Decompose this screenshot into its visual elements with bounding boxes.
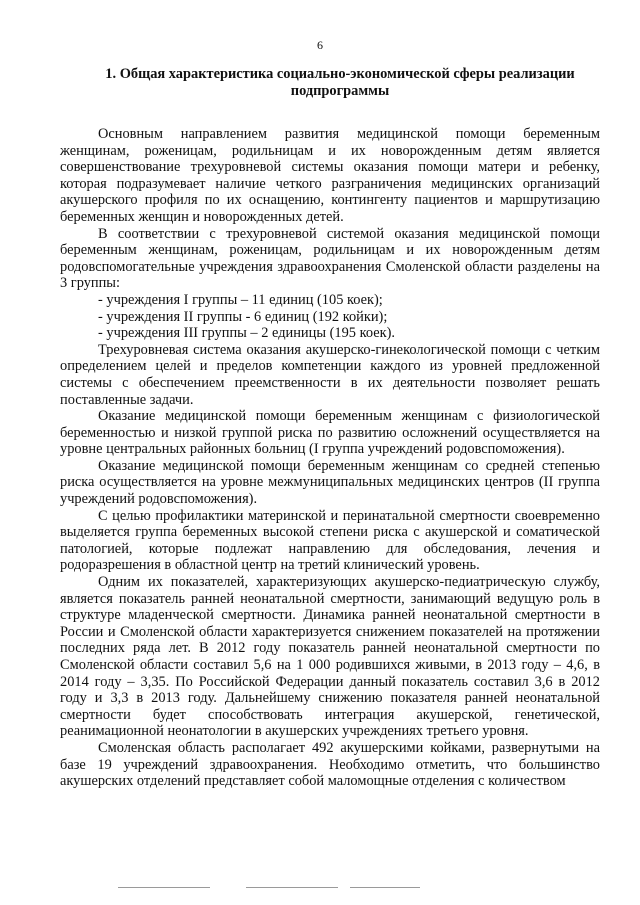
footer-scan-lines [0,887,640,889]
paragraph: Оказание медицинской помощи беременным женщинам с физиологической беременностью и низкой группой риска по развитию осложнений осуществляется на уровне центральных районных больниц (I группа учреждений родовспоможения). [60,408,600,458]
list-item: - учреждения III группы – 2 единицы (195 коек). [98,325,395,342]
list-item: - учреждения I группы – 11 единиц (105 коек); [98,291,383,308]
paragraph: В соответствии с трехуровневой системой оказания медицинской помощи беременным женщинам, роженицам, родильницам и их новорожденным детям родовспомогательные учреждения здравоохранения Смоленской области разделены на 3 группы: [60,225,600,292]
paragraph: Основным направлением развития медицинской помощи беременным женщинам, роженицам, родильницам и их новорожденным детям является совершенствование трехуровневой системы оказания помощи матери и ребенку, которая подразумевает наличие четкого разграничения медицинских организаций акушерского профиля по их оснащению, контингенту пациентов и маршрутизацию беременных женщин и новорожденных детей. [60,126,600,225]
paragraph: Трехуровневая система оказания акушерско-гинекологической помощи с четким определением целей и пределов компетенции каждого из уровней предложенной системы с обеспечением преемственности в их деятельности позволяет решать поставленные задачи. [60,341,600,408]
paragraph: Смоленская область располагает 492 акушерскими койками, развернутыми на базе 19 учреждений здравоохранения. Необходимо отметить, что большинство акушерских отделений представляет собой маломощные отделения с количеством [60,739,600,790]
footer-line [350,887,420,888]
paragraph: Одним их показателей, характеризующих акушерско-педиатрическую службу, является показатель ранней неонатальной смертности, занимающий ведущую роль в структуре младенческой смертности. Динамика ранней неонатальной смертности в России и Смоленской области характеризуется снижением показателей на протяжении последних ряда лет. В 2012 году показатель ранней неонатальной смертности по Смоленской области составил 5,6 на 1 000 родившихся живыми, в 2013 году – 4,6, в 2014 году – 3,35. По Российской Федерации данный показатель составил 3,6 в 2012 году и 3,3 в 2013 году. Дальнейшему снижению показателя ранней неонатальной смертности будет способствовать интеграция акушерской, генетической, реанимационной неонатологии в акушерских учреждениях третьего уровня. [60,574,600,740]
section-heading: 1. Общая характеристика социально-экономической сферы реализации подпрограммы [105,66,575,99]
document-body [60,126,600,790]
paragraph: Оказание медицинской помощи беременным женщинам со средней степенью риска осуществляется на уровне межмуниципальных медицинских центров (II группа учреждений родовспоможения). [60,457,600,508]
page-number: 6 [317,38,323,52]
list-item: - учреждения II группы - 6 единиц (192 койки); [98,308,388,325]
paragraph: С целью профилактики материнской и перинатальной смертности своевременно выделяется группа беременных высокой степени риска с акушерской и соматической патологией, которые подлежат направлению для обследования, лечения и родоразрешения в областной центр на третий клинический уровень. [60,507,600,574]
footer-line [118,887,210,888]
footer-line [246,887,338,888]
